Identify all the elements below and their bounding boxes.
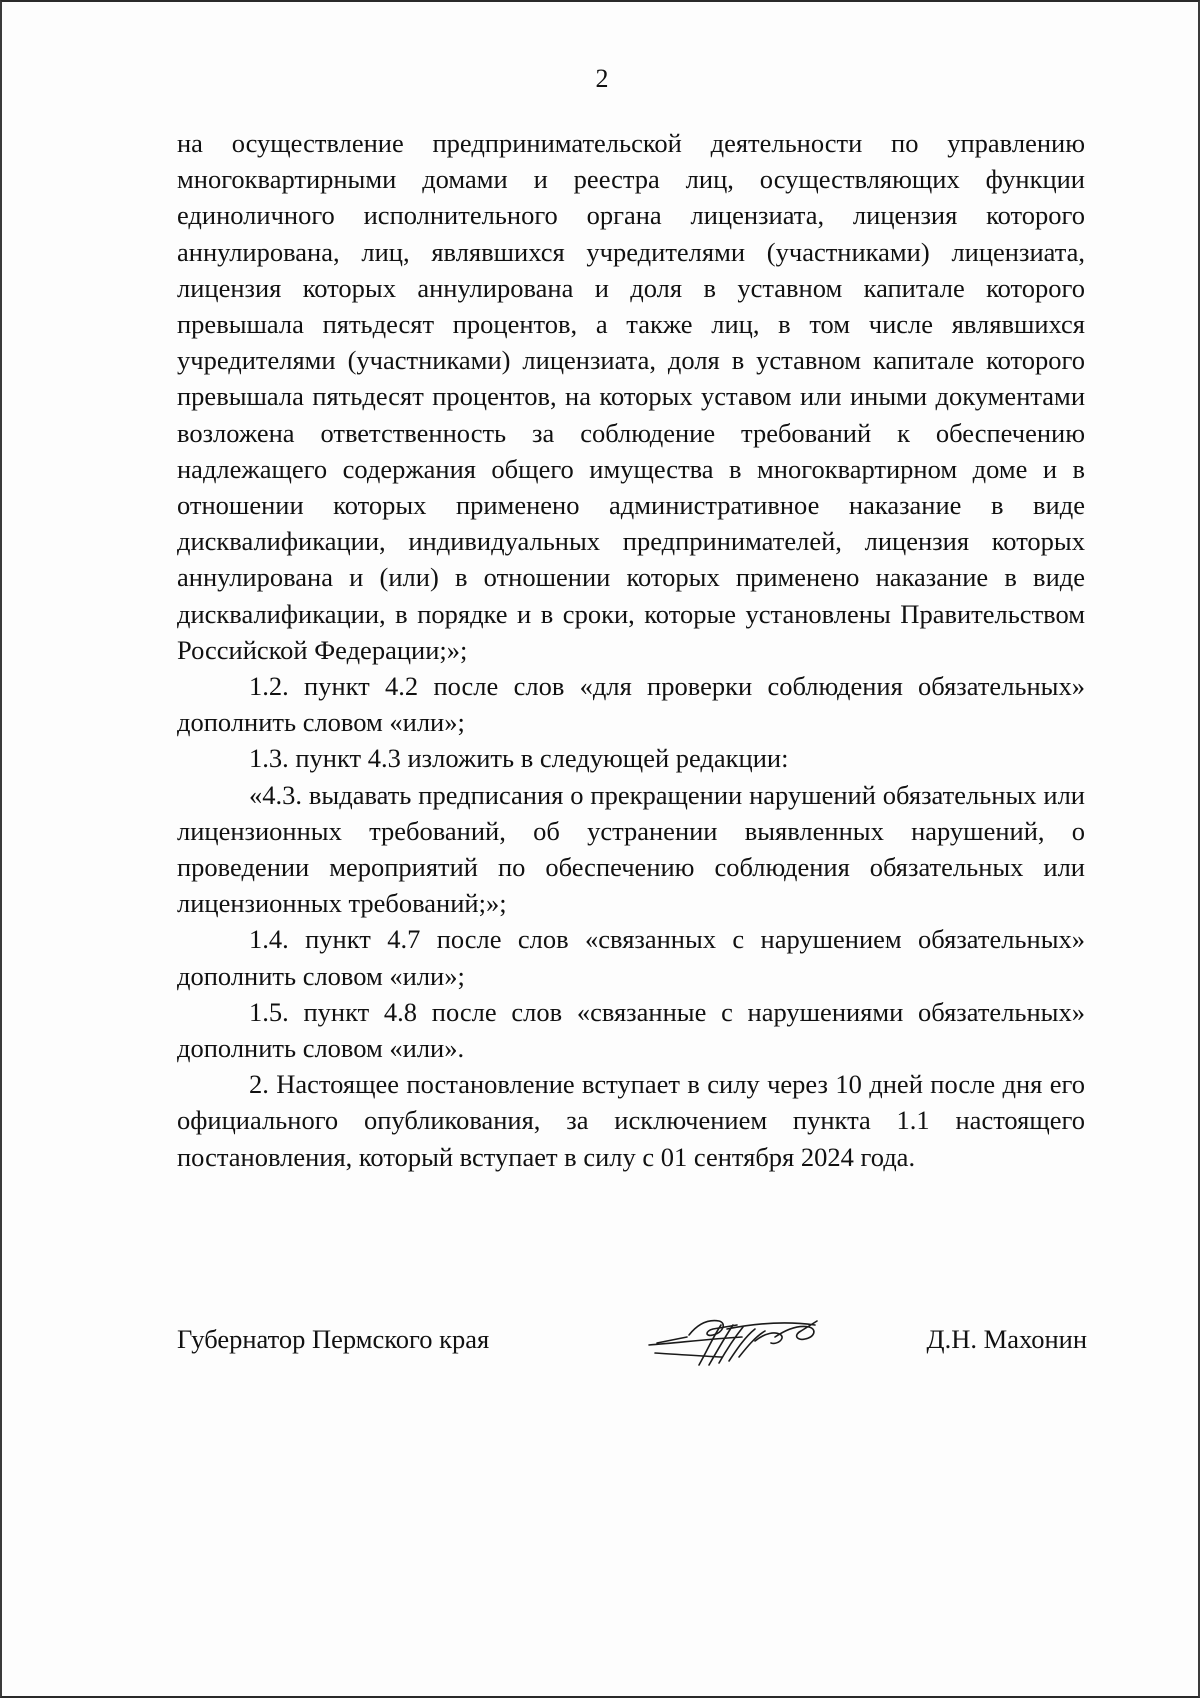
paragraph-item-2: 2. Настоящее постановление вступает в силу через 10 дней после дня его официального опубликования, за исключением пункта 1.1 настоящего постановления, который вступает в силу с 01 сентября 2024 года.: [177, 1069, 1085, 1172]
paragraph-item-1-4: 1.4. пункт 4.7 после слов «связанных с нарушением обязательных» дополнить словом «или»;: [177, 924, 1085, 991]
paragraph-continuation: на осуществление предпринимательской деятельности по управлению многоквартирными домами и реестра лиц, осуществляющих функции единоличного исполнительного органа лицензиата, лицензия которого аннулирована, лиц, являвшихся учредителями (участниками) лицензиата, лицензия которых аннулирована и доля в уставном капитале которого превышала пятьдесят процентов, а также лиц, в том числе являвшихся учредителями (участниками) лицензиата, доля в уставном капитале которого превышала пятьдесят процентов, на которых уставом или иными документами возложена ответственность за соблюдение требований к обеспечению надлежащего содержания общего имущества в многоквартирном доме и в отношении которых применено административное наказание в виде дисквалификации, индивидуальных предпринимателей, лицензия которых аннулирована и (или) в отношении которых применено наказание в виде дисквалификации, в порядке и в сроки, которые установлены Правительством Российской Федерации;»;: [177, 128, 1085, 665]
signer-name: Д.Н. Махонин: [926, 1324, 1087, 1354]
paragraph-item-4-3-quote: «4.3. выдавать предписания о прекращении нарушений обязательных или лицензионных требований, об устранении выявленных нарушений, о проведении мероприятий по обеспечению соблюдения обязательных или лицензионных требований;»;: [177, 779, 1085, 919]
signature-block: [177, 1307, 1087, 1387]
paragraph-item-1-2: 1.2. пункт 4.2 после слов «для проверки соблюдения обязательных» дополнить словом «или»;: [177, 671, 1085, 738]
page-number: 2: [595, 64, 609, 93]
document-body: [177, 125, 1085, 1175]
handwritten-signature: [647, 1307, 847, 1377]
paragraph-item-1-5: 1.5. пункт 4.8 после слов «связанные с нарушениями обязательных» дополнить словом «или».: [177, 996, 1085, 1064]
paragraph-item-1-3: 1.3. пункт 4.3 изложить в следующей редакции:: [249, 743, 789, 774]
signer-position: Губернатор Пермского края: [177, 1324, 490, 1354]
